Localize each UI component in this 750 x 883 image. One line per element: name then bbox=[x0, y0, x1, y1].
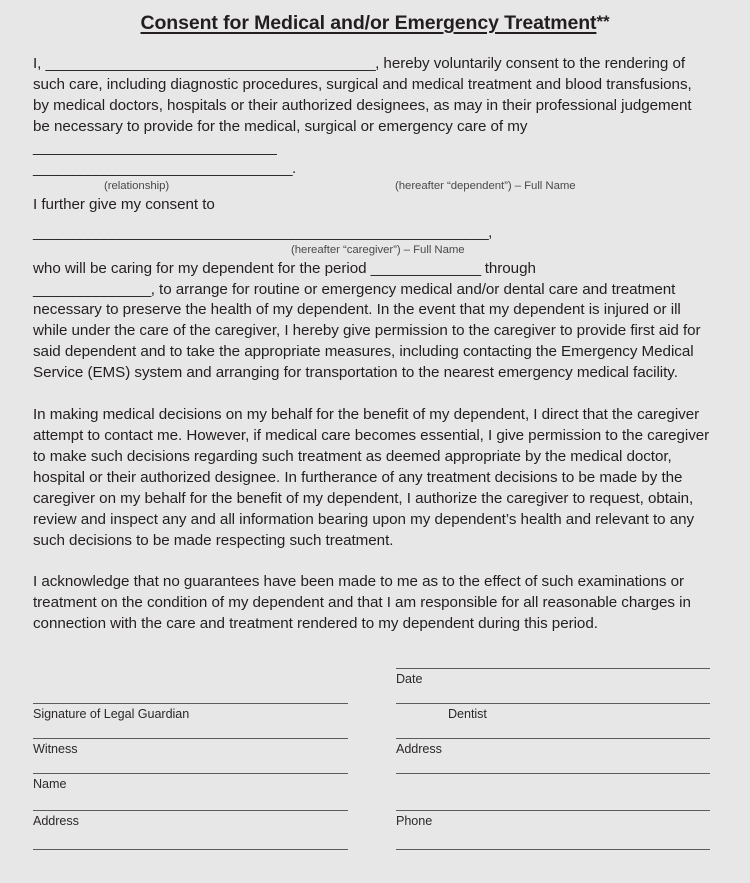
signature-line-right-extra[interactable] bbox=[396, 849, 710, 850]
label-name: Name bbox=[33, 777, 67, 791]
caption-caregiver-full-name: (hereafter “caregiver”) – Full Name bbox=[291, 243, 465, 256]
p3-text-part-3: , to arrange for routine or emergency medical and/or dental care and treatment necessary to preserve the health of my dependent. In the event that my dependent is injured or ill while under the care of the caregiver, I hereby give permission to the caregiver to provide first aid for said dependent and to take the appropriate measures, including contacting the Emergency Medical Service (EMS) system and arranging for transportation to the nearest emergency medical facility. bbox=[33, 280, 701, 382]
label-signature-of-legal-guardian: Signature of Legal Guardian bbox=[33, 707, 190, 721]
signature-line-dentist-address-2[interactable] bbox=[396, 773, 710, 774]
blank-principal-name[interactable]: __________________________________________ bbox=[45, 55, 376, 73]
label-witness: Witness bbox=[33, 742, 78, 756]
signature-line-left-extra[interactable] bbox=[33, 849, 348, 850]
label-phone: Phone bbox=[396, 814, 433, 828]
paragraph-caregiver-line bbox=[33, 223, 710, 244]
signature-line-witness[interactable] bbox=[33, 738, 348, 739]
caption-relationship: (relationship) bbox=[104, 179, 170, 192]
p5-text: I acknowledge that no guarantees have been made to me as to the effect of such examinations or treatment on the condition of my dependent and that I am responsible for all reasonable charges in connection with the care and treatment rendered to my dependent during this period. bbox=[33, 573, 691, 633]
p1-text-part-3: . bbox=[291, 159, 297, 177]
document-body bbox=[0, 35, 750, 635]
p2-text: I further give my consent to bbox=[33, 195, 215, 213]
label-address: Address bbox=[33, 814, 79, 828]
blank-period-end[interactable]: _______________ bbox=[33, 280, 151, 298]
label-dentist-address: Address bbox=[396, 742, 442, 756]
blank-caregiver-name[interactable]: __________________________________________________________ bbox=[33, 223, 489, 241]
p2-comma: , bbox=[488, 223, 493, 241]
p1-text-part-1: I, bbox=[33, 55, 46, 73]
paragraph-relationship-line bbox=[33, 159, 710, 180]
caption-row-caregiver bbox=[33, 244, 710, 259]
signature-line-phone[interactable] bbox=[396, 810, 710, 811]
signature-line-address[interactable] bbox=[33, 810, 348, 811]
page-title-text: Consent for Medical and/or Emergency Treatment bbox=[140, 12, 597, 34]
paragraph-acknowledgement bbox=[33, 572, 710, 635]
p4-text: In making medical decisions on my behalf for the benefit of my dependent, I direct that the caregiver attempt to contact me. However, if medical care becomes essential, I give permission to the caregiver to make such decisions regarding such treatment as deemed appropriate by the medical doctor, hospital or their authorized designee. In furtherance of any treatment decisions to be made by the caregiver on my behalf for the benefit of my dependent, I authorize the caregiver to request, obtain, review and inspect any and all information bearing upon my dependent’s health and relevant to any such decisions to be made respecting such treatment. bbox=[33, 406, 710, 549]
paragraph-medical-decisions bbox=[33, 405, 710, 551]
p3-text-part-2: through bbox=[480, 259, 536, 277]
blank-dependent-name[interactable]: _______________________________ bbox=[33, 139, 277, 156]
signature-line-name[interactable] bbox=[33, 773, 348, 774]
caption-row-relationship-dependent bbox=[33, 180, 710, 195]
blank-period-start[interactable]: ______________ bbox=[370, 259, 481, 277]
blank-relationship[interactable]: _________________________________ bbox=[33, 159, 292, 177]
label-dentist: Dentist bbox=[448, 707, 487, 721]
caption-dependent-full-name: (hereafter “dependent”) – Full Name bbox=[395, 179, 576, 192]
signature-line-legal-guardian[interactable] bbox=[33, 703, 348, 704]
paragraph-consent-rendering bbox=[33, 54, 710, 159]
label-date: Date bbox=[396, 672, 423, 686]
signature-line-dentist[interactable] bbox=[396, 703, 710, 704]
signature-block bbox=[0, 655, 750, 883]
paragraph-caregiver-period bbox=[33, 259, 710, 384]
p3-text-part-1: who will be caring for my dependent for the period bbox=[33, 259, 371, 277]
p1-text-part-2: , hereby voluntarily consent to the rendering of such care, including diagnostic procedures, surgical and medical treatment and blood transfusions, by medical doctors, hospitals or their authorized designees, as may in their professional judgement be necessary to provide for the medical, surgical or emergency care of my bbox=[33, 55, 692, 136]
page-title-asterisks: ** bbox=[596, 12, 610, 31]
signature-line-date[interactable] bbox=[396, 668, 710, 669]
signature-line-dentist-address[interactable] bbox=[396, 738, 710, 739]
paragraph-further-consent bbox=[33, 195, 710, 216]
page-title bbox=[0, 0, 750, 35]
